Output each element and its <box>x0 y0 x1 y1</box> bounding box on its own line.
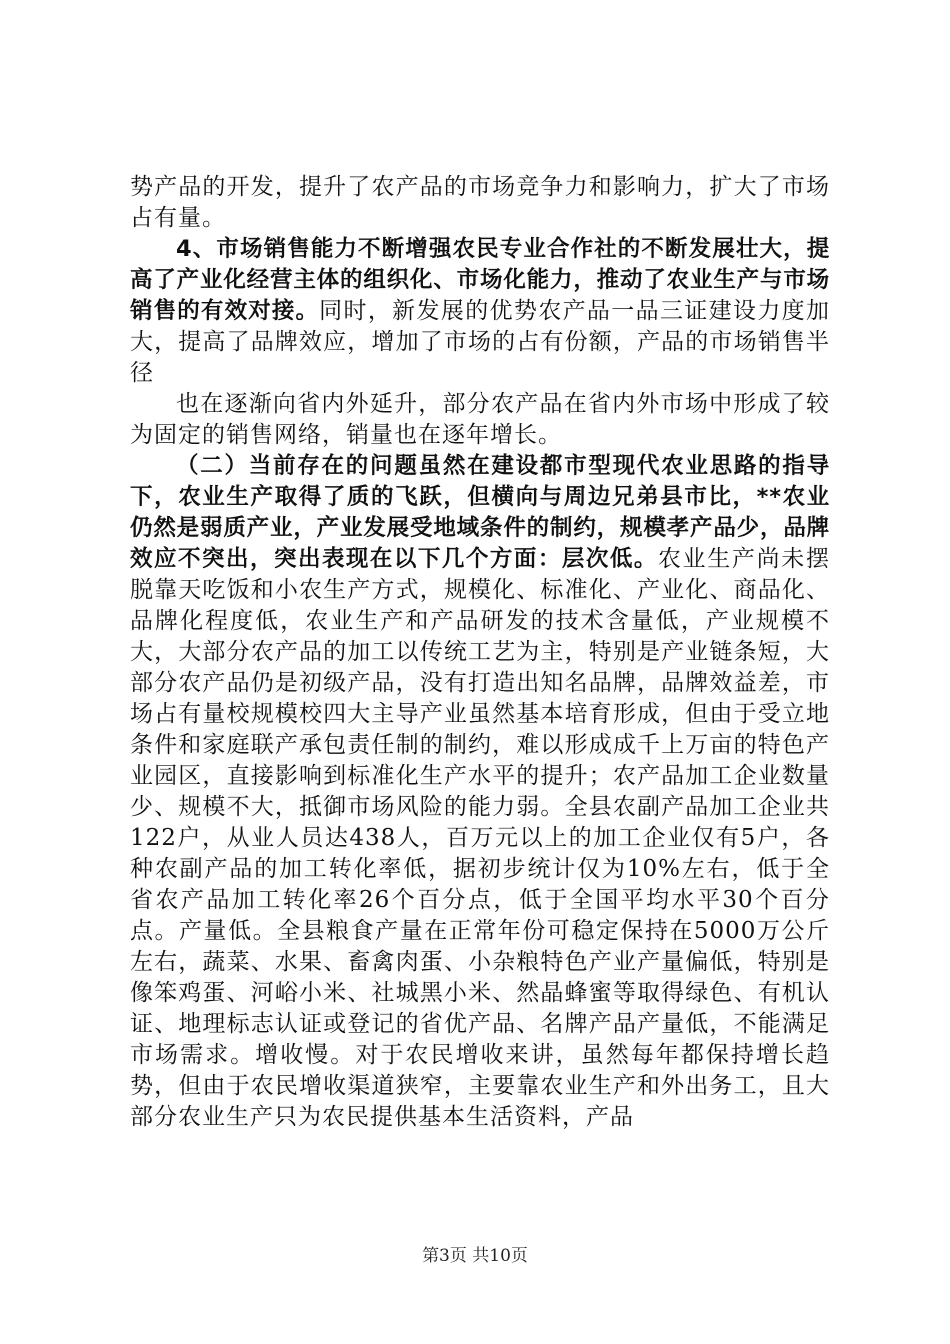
paragraph-2-heading: 4、市场销售能力不断增强农民专业合作社的不断发展壮大，提高了产业化经营主体的组织化、市场化能力，推动了农业生产与市场销售的有效对接。 <box>130 236 830 324</box>
paragraph-4-heading: （二）当前存在的问题虽然在建设都市型现代农业思路的指导下，农业生产取得了质的飞跃，但横向与周边兄弟县市比，**农业仍然是弱质产业，产业发展受地域条件的制约，规模孝产品少，品牌效应不突出，突出表现在以下几个方面：层次低。 <box>130 453 830 572</box>
document-body <box>130 172 830 1133</box>
paragraph-2 <box>130 234 830 389</box>
paragraph-1: 势产品的开发，提升了农产品的市场竞争力和影响力，扩大了市场占有量。 <box>130 174 830 231</box>
page-number-footer: 第3页 共10页 <box>422 1246 528 1266</box>
paragraph-3: 也在逐渐向省内外延升，部分农产品在省内外市场中形成了较为固定的销售网络，销量也在逐年增长。 <box>130 391 830 448</box>
paragraph-4-body: 农业生产尚未摆脱靠天吃饭和小农生产方式，规模化、标准化、产业化、商品化、品牌化程度低，农业生产和产品研发的技术含量低，产业规模不大，大部分农产品的加工以传统工艺为主，特别是产业链条短，大部分农产品仍是初级产品，没有打造出知名品牌，品牌效益差，市场占有量校规模校四大主导产业虽然基本培育形成，但由于受立地条件和家庭联产承包责任制的制约，难以形成成千上万亩的特色产业园区，直接影响到标准化生产水平的提升；农产品加工企业数量少、规模不大，抵御市场风险的能力弱。全县农副产品加工企业共122户，从业人员达438人，百万元以上的加工企业仅有5户，各种农副产品的加工转化率低，据初步统计仅为10%左右，低于全省农产品加工转化率26个百分点，低于全国平均水平30个百分点。产量低。全县粮食产量在正常年份可稳定保持在5000万公斤左右，蔬菜、水果、畜禽肉蛋、小杂粮特色产业产量偏低，特别是像笨鸡蛋、河峪小米、社城黑小米、然晶蜂蜜等取得绿色、有机认证、地理标志认证或登记的省优产品、名牌产品产量低，不能满足市场需求。增收慢。对于农民增收来讲，虽然每年都保持增长趋势，但由于农民增收渠道狭窄，主要靠农业生产和外出务工，且大部分农业生产只为农民提供基本生活资料，产品 <box>130 546 830 1130</box>
paragraph-4 <box>130 451 830 1133</box>
paragraph-2-body: 同时，新发展的优势农产品一品三证建设力度加大，提高了品牌效应，增加了市场的占有份额，产品的市场销售半径 <box>130 298 831 386</box>
